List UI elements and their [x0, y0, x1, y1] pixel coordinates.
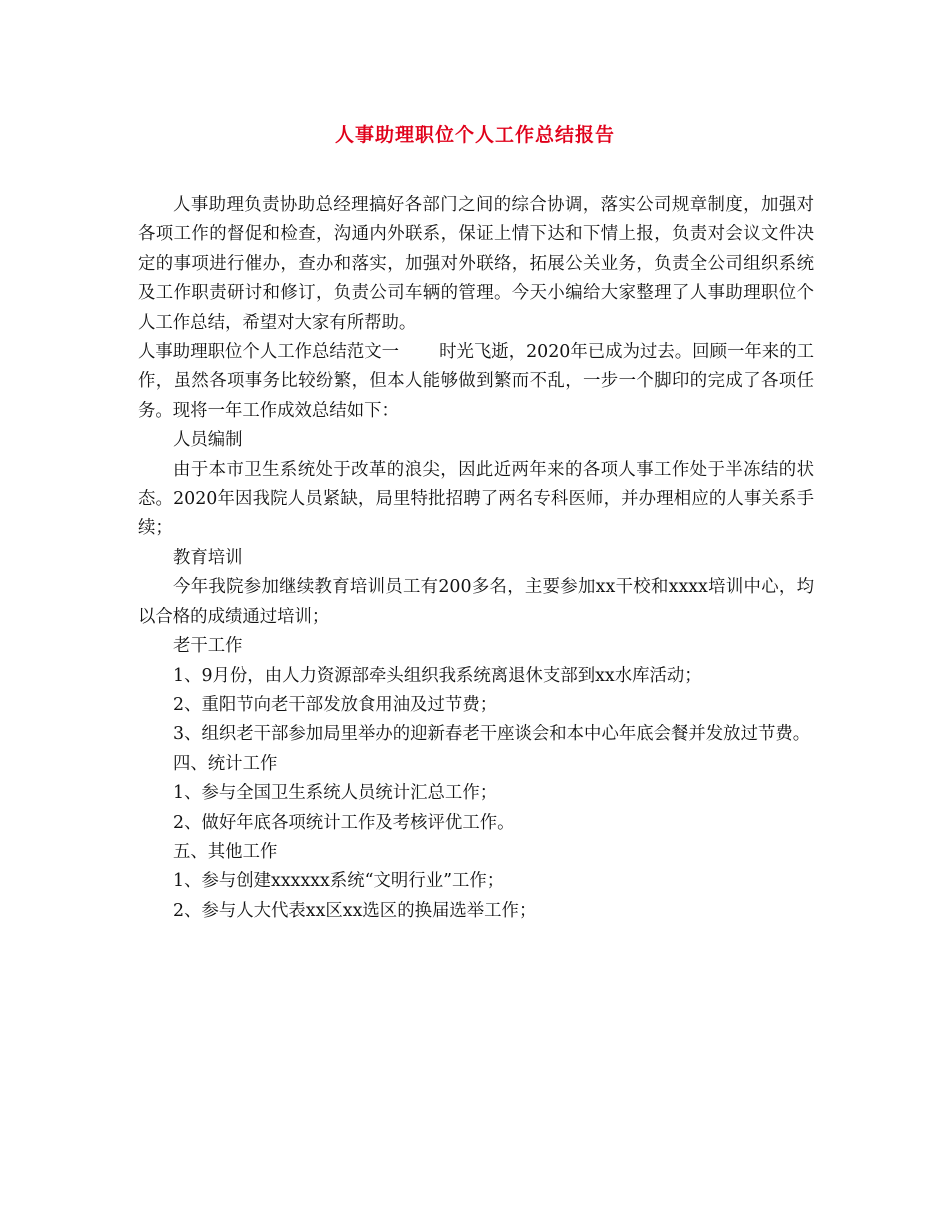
intro-paragraph: 人事助理负责协助总经理搞好各部门之间的综合协调，落实公司规章制度，加强对各项工作的督促和检查，沟通内外联系，保证上情下达和下情上报，负责对会议文件决定的事项进行催办，查办和落实，加强对外联络，拓展公关业务，负责全公司组织系统及工作职责研讨和修订，负责公司车辆的管理。今天小编给大家整理了人事助理职位个人工作总结，希望对大家有所帮助。: [138, 195, 814, 333]
section-item: 1、9月份，由人力资源部牵头组织我系统离退休支部到xx水库活动；: [173, 665, 702, 686]
section-heading: 四、统计工作: [173, 753, 278, 774]
document-title: 人事助理职位个人工作总结报告: [334, 124, 615, 146]
section-item: 3、组织老干部参加局里举办的迎新春老干座谈会和本中心年底会餐并发放过节费。: [173, 724, 811, 745]
section-heading: 老干工作: [173, 636, 243, 657]
section-heading: 五、其他工作: [173, 841, 278, 862]
section-heading: 人员编制: [173, 430, 243, 451]
section-heading: 教育培训: [173, 547, 243, 568]
document-body: [138, 191, 814, 926]
section-item: 今年我院参加继续教育培训员工有200多名，主要参加xx干校和xxxx培训中心，均以合格的成绩通过培训；: [138, 577, 814, 627]
section-item: 由于本市卫生系统处于改革的浪尖，因此近两年来的各项人事工作处于半冻结的状态。2020年因我院人员紧缺，局里特批招聘了两名专科医师，并办理相应的人事关系手续；: [138, 459, 814, 539]
sample-paragraph: [138, 338, 814, 426]
section-item: 1、参与全国卫生系统人员统计汇总工作；: [173, 783, 498, 804]
section-item: 2、重阳节向老干部发放食用油及过节费；: [173, 694, 498, 715]
sample-intro: 时光飞逝，2020年已成为过去。回顾一年来的工作，虽然各项事务比较纷繁，但本人能够做到繁而不乱，一步一个脚印的完成了各项任务。现将一年工作成效总结如下：: [138, 342, 814, 421]
sample-heading: 人事助理职位个人工作总结范文一: [138, 342, 400, 363]
section-item: 1、参与创建xxxxxx系统“文明行业”工作；: [173, 871, 505, 892]
section-item: 2、做好年底各项统计工作及考核评优工作。: [173, 812, 515, 833]
section-item: 2、参与人大代表xx区xx选区的换届选举工作；: [173, 900, 537, 921]
